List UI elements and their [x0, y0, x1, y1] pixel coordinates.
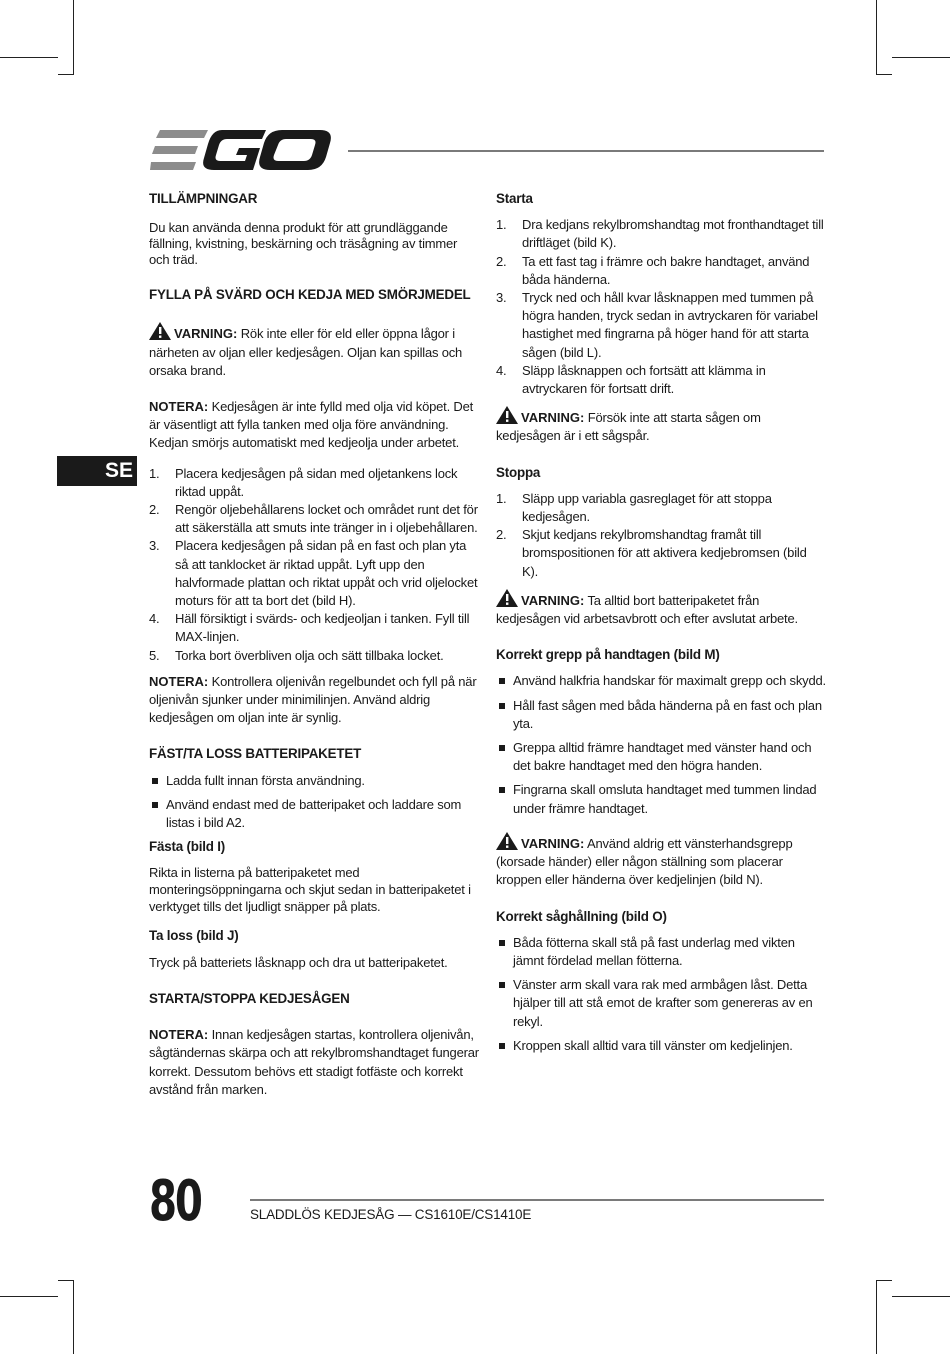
numbered-list — [149, 465, 479, 665]
page-number: 80 — [149, 1169, 201, 1234]
list-item — [496, 697, 826, 733]
subsection-heading: Ta loss (bild J) — [149, 928, 239, 944]
list-item — [149, 772, 479, 790]
crop-mark — [892, 1296, 950, 1297]
warning-label: VARNING: — [521, 835, 585, 851]
list-item — [496, 1037, 826, 1055]
warning-paragraph — [149, 322, 479, 380]
bullet-text: Använd endast med de batteripaket och laddare som listas i bild A2. — [166, 796, 462, 831]
step-number: 2. — [496, 527, 507, 543]
crop-mark — [73, 0, 74, 74]
header-rule — [348, 150, 824, 152]
bullet-text: Håll fast sågen med båda händerna på en fast och plan yta. — [513, 697, 822, 731]
warning-paragraph — [496, 832, 826, 890]
crop-mark — [0, 1296, 58, 1297]
bullet-icon — [499, 940, 505, 946]
step-number: 1. — [496, 217, 507, 233]
step-number: 3. — [149, 538, 160, 554]
crop-mark — [892, 57, 950, 58]
step-number: 5. — [149, 647, 160, 663]
footer-title: SLADDLÖS KEDJESÅG — CS1610E/CS1410E — [250, 1207, 532, 1222]
bullet-icon — [499, 678, 505, 684]
list-item — [149, 610, 479, 646]
bullet-text: Vänster arm skall vara rak med armbågen låst. Detta hjälper till att stå emot de krafter som genereras av en rekyl. — [513, 977, 813, 1029]
step-text: Placera kedjesågen på sidan med oljetankens lock riktad uppåt. — [175, 465, 458, 499]
bullet-icon — [499, 703, 505, 709]
note-paragraph — [149, 398, 479, 453]
subsection-heading: Fästa (bild I) — [149, 839, 226, 855]
warning-paragraph — [496, 406, 826, 445]
subsection-heading: Korrekt grepp på handtagen (bild M) — [496, 647, 720, 663]
crop-mark — [876, 74, 892, 75]
warning-text: Använd aldrig ett vänsterhandsgrepp (korsade händer) eller någon ställning som placerar kroppen eller händerna över kedjelinjen (bild N). — [496, 835, 793, 888]
warning-icon — [149, 322, 171, 340]
bullet-list — [496, 672, 826, 817]
list-item — [496, 739, 826, 775]
crop-mark — [58, 1280, 74, 1281]
list-item — [496, 216, 826, 252]
step-text: Torka bort överbliven olja och sätt tillbaka locket. — [175, 647, 444, 663]
warning-icon — [496, 832, 518, 850]
note-label: NOTERA: — [149, 1027, 209, 1043]
bullet-icon — [499, 787, 505, 793]
step-text: Häll försiktigt i svärds- och kedjeoljan i tanken. Fyll till MAX-linjen. — [175, 611, 470, 645]
note-label: NOTERA: — [149, 399, 209, 415]
warning-label: VARNING: — [521, 410, 585, 426]
note-text: Kedjesågen är inte fylld med olja vid köpet. Det är väsentligt att fylla tanken med olja före användning. Kedjan smörjs automatiskt med kedjeolja under arbetet. — [149, 399, 474, 451]
list-item — [496, 253, 826, 289]
bullet-list — [149, 772, 479, 833]
step-number: 4. — [496, 362, 507, 378]
list-item — [496, 289, 826, 362]
numbered-list — [496, 490, 826, 581]
step-text: Ta ett fast tag i främre och bakre handtaget, använd båda händerna. — [522, 253, 810, 287]
bullet-icon — [499, 1043, 505, 1049]
crop-mark — [58, 74, 74, 75]
numbered-list — [496, 216, 826, 398]
subsection-heading: Starta — [496, 191, 533, 206]
crop-mark — [0, 57, 58, 58]
step-text: Rengör oljebehållarens locket och området runt det för att säkerställa att smuts inte tränger in i oljebehållaren. — [175, 502, 478, 536]
footer-rule — [250, 1199, 824, 1201]
list-item — [149, 537, 479, 610]
subsection-heading: Korrekt såghållning (bild O) — [496, 908, 667, 924]
warning-label: VARNING: — [521, 592, 585, 608]
subsection-heading: Stoppa — [496, 464, 541, 480]
step-number: 2. — [149, 502, 160, 518]
list-item — [149, 501, 479, 537]
step-number: 2. — [496, 253, 507, 269]
warning-icon — [496, 589, 518, 607]
list-item — [149, 647, 479, 665]
left-column — [149, 190, 479, 1099]
bullet-text: Använd halkfria handskar för maximalt grepp och skydd. — [513, 673, 826, 689]
list-item — [496, 490, 826, 526]
bullet-text: Greppa alltid främre handtaget med vänster hand och det bakre handtaget med den högra handen. — [513, 740, 812, 774]
paragraph: Du kan använda denna produkt för att grundläggande fällning, kvistning, beskärning och träsågning av timmer och träd. — [149, 220, 458, 268]
step-text: Släpp låsknappen och fortsätt att klämma in avtryckaren för fortsatt drift. — [522, 362, 766, 397]
step-text: Skjut kedjans rekylbromshandtag framåt till bromspositionen för att aktivera kedjebromsen (bild K). — [522, 527, 807, 579]
crop-mark — [73, 1280, 74, 1354]
language-tab: SE — [57, 456, 137, 486]
list-item — [496, 672, 826, 690]
warning-icon — [496, 406, 518, 424]
warning-text: Rök inte eller för eld eller öppna lågor i närheten av oljan eller kedjesågen. Oljan kan spillas och orsaka brand. — [149, 326, 463, 378]
list-item — [496, 526, 826, 581]
list-item — [496, 362, 826, 398]
step-text: Tryck ned och håll kvar låsknappen med tummen på högra handen, tryck sedan in avtryckaren för variabel hastighet med fingrarna på höger hand för att starta sågen (bild L). — [522, 290, 818, 360]
bullet-text: Båda fötterna skall stå på fast underlag med vikten jämnt fördelad mellan fötterna. — [513, 934, 795, 968]
paragraph: Rikta in listerna på batteripaketet med monteringsöppningarna och skjut sedan in batteripaketet i verktyget tills det ljudligt snäpper på plats. — [149, 865, 471, 915]
note-paragraph — [149, 1026, 479, 1099]
note-text: Kontrollera oljenivån regelbundet och fyll på när oljenivån sjunker under minimilinjen. Använd aldrig kedjesågen om oljan inte är synlig. — [149, 673, 477, 726]
bullet-icon — [499, 745, 505, 751]
list-item — [496, 976, 826, 1031]
step-number: 1. — [496, 490, 507, 506]
ego-logo — [150, 130, 332, 170]
bullet-icon — [499, 982, 505, 988]
crop-mark — [876, 1280, 877, 1354]
warning-text: Försök inte att starta sågen om kedjesågen är i ett sågspår. — [496, 410, 761, 444]
section-heading: TILLÄMPNINGAR — [149, 191, 258, 206]
bullet-icon — [152, 802, 158, 808]
step-number: 4. — [149, 611, 160, 627]
right-column — [496, 190, 826, 1061]
bullet-text: Fingrarna skall omsluta handtaget med tummen lindad under främre handtaget. — [513, 782, 817, 816]
bullet-list — [496, 934, 826, 1055]
note-label: NOTERA: — [149, 673, 209, 689]
list-item — [149, 796, 479, 832]
warning-text: Ta alltid bort batteripaketet från kedjesågen vid arbetsavbrott och efter avslutat arbete. — [496, 592, 798, 627]
step-text: Släpp upp variabla gasreglaget för att stoppa kedjesågen. — [522, 490, 772, 525]
list-item — [496, 934, 826, 970]
paragraph: Tryck på batteriets låsknapp och dra ut batteripaketet. — [149, 954, 448, 970]
warning-paragraph — [496, 589, 826, 628]
note-text: Innan kedjesågen startas, kontrollera oljenivån, sågtändernas skärpa och att rekylbromshandtaget fungerar korrekt. Dessutom behövs ett stadigt fotfäste och korrekt avstånd från marken. — [149, 1027, 479, 1097]
crop-mark — [876, 1280, 892, 1281]
warning-label: VARNING: — [174, 326, 238, 342]
step-text: Dra kedjans rekylbromshandtag mot fronthandtaget till driftläget (bild K). — [522, 217, 824, 251]
step-text: Placera kedjesågen på sidan på en fast och plan yta så att tanklocket är riktad uppåt. Lyft upp den halvformade plattan och riktat uppåt och vrid oljelocket moturs för att ta bort det (bild H). — [175, 538, 478, 609]
bullet-text: Kroppen skall alltid vara till vänster om kedjelinjen. — [513, 1037, 793, 1053]
note-paragraph — [149, 673, 479, 728]
list-item — [496, 781, 826, 817]
bullet-icon — [152, 778, 158, 784]
step-number: 1. — [149, 465, 160, 481]
crop-mark — [876, 0, 877, 74]
bullet-text: Ladda fullt innan första användning. — [166, 772, 365, 788]
step-number: 3. — [496, 290, 507, 306]
section-heading: FÄST/TA LOSS BATTERIPAKETET — [149, 746, 362, 762]
section-heading: FYLLA PÅ SVÄRD OCH KEDJA MED SMÖRJMEDEL — [149, 287, 471, 303]
section-heading: STARTA/STOPPA KEDJESÅGEN — [149, 990, 350, 1006]
list-item — [149, 465, 479, 501]
